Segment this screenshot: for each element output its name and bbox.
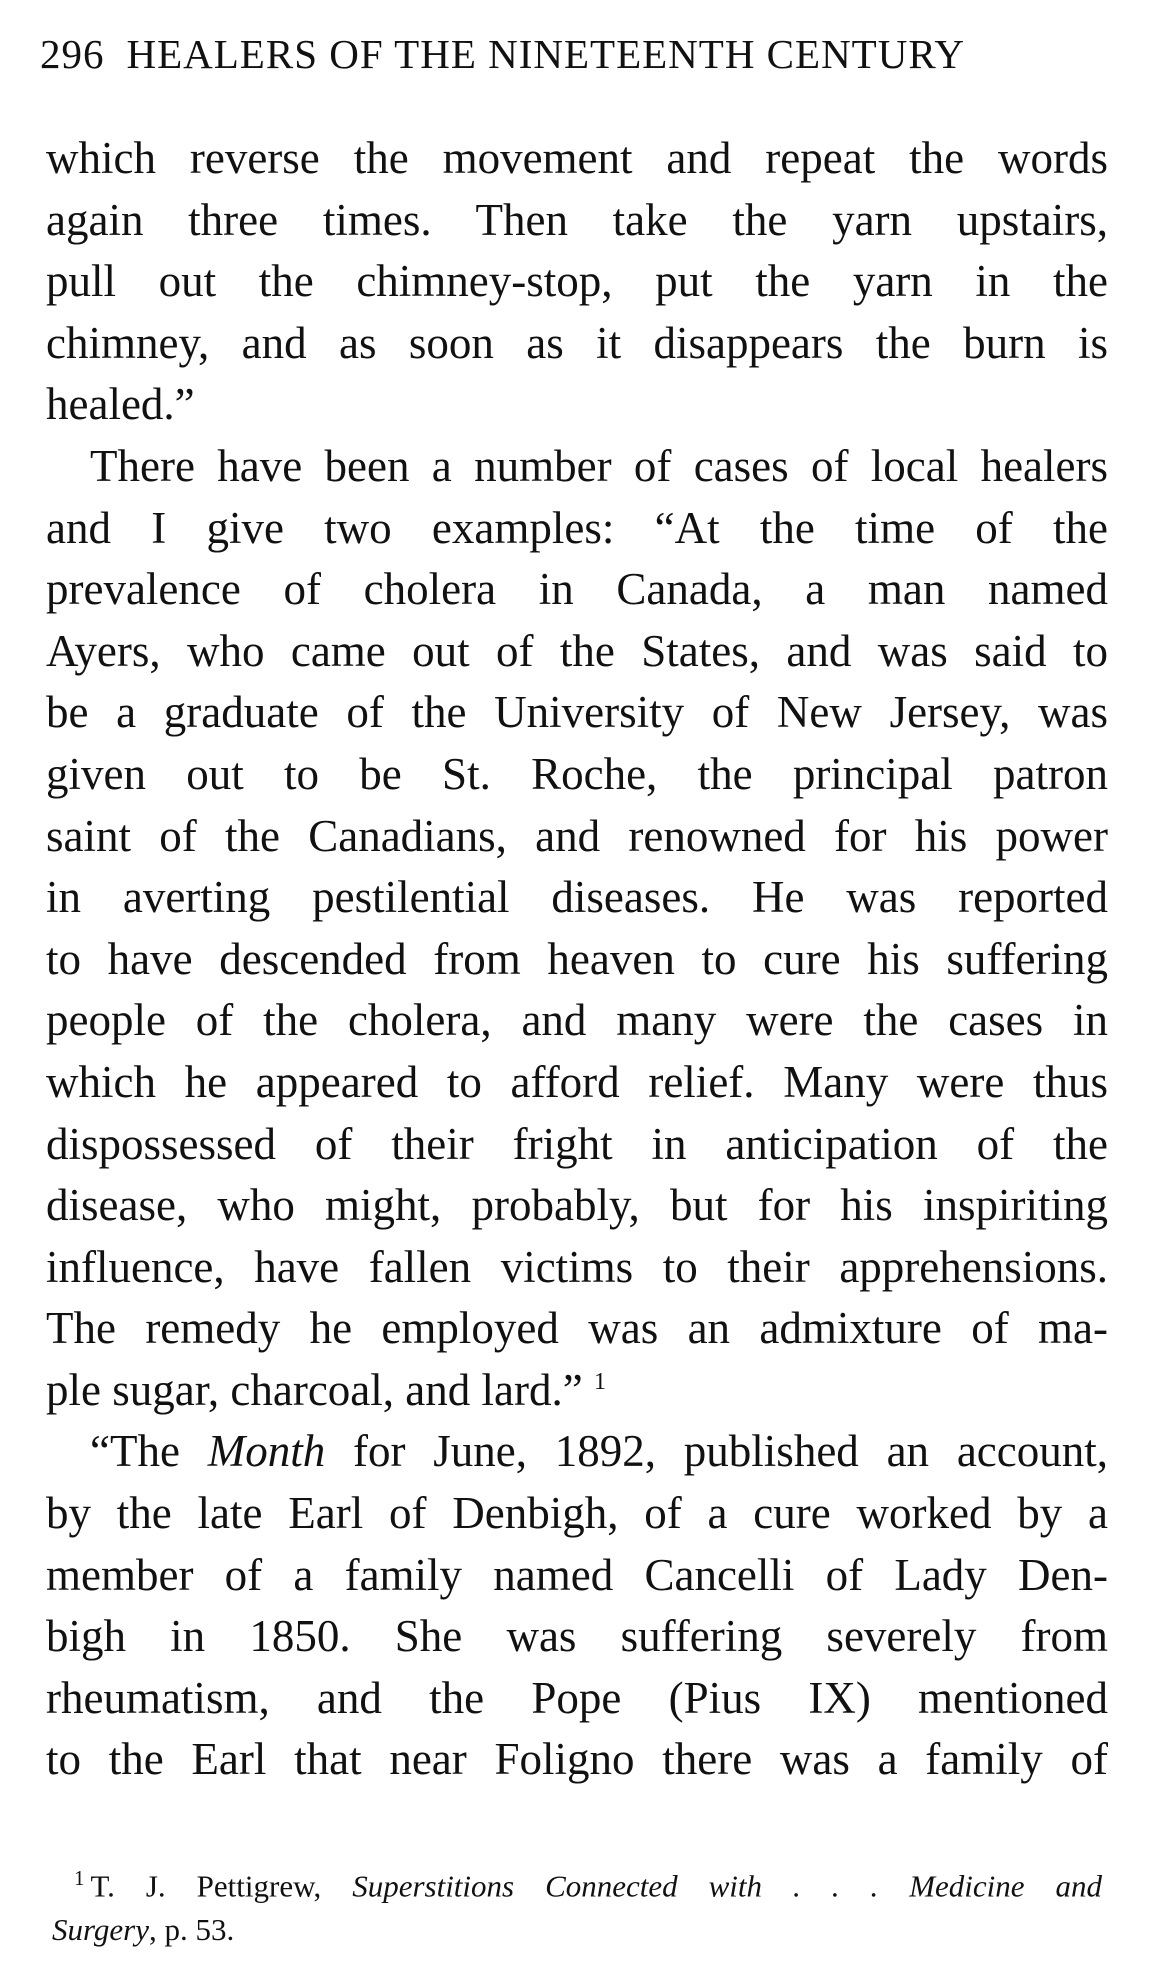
footnote-reference: 1 [593, 1368, 606, 1395]
running-head [40, 26, 1110, 82]
text-line: bigh in 1850. She was suffering severely from [46, 1611, 1108, 1662]
running-title: HEALERS OF THE NINETEENTH CENTURY [126, 31, 966, 77]
text-line [46, 1421, 1108, 1483]
footnote-line [52, 1856, 1102, 1908]
footnote-title: Superstitions Connected with . . . Medicine and [352, 1868, 1102, 1904]
text-line: people of the cholera, and many were the cases in [46, 995, 1108, 1046]
text-line: and I give two examples: “At the time of the [46, 502, 1108, 553]
text-line: There have been a number of cases of local healers [90, 440, 1108, 491]
text-line: dispossessed of their fright in anticipation of the [46, 1118, 1108, 1169]
text-line: which reverse the movement and repeat the words [46, 133, 1108, 183]
text-line: to have descended from heaven to cure his suffering [46, 933, 1108, 984]
text-line-with-footnote-ref [46, 1360, 1108, 1422]
text-line-rest: for June, 1892, published an account, [325, 1426, 1108, 1477]
text-line: be a graduate of the University of New Jersey, was [46, 687, 1108, 738]
text-line: which he appeared to afford relief. Many were thus [46, 1056, 1108, 1107]
opening-quote-the: “The [90, 1426, 208, 1477]
page-number: 296 [40, 31, 105, 77]
text-line: prevalence of cholera in Canada, a man named [46, 564, 1108, 615]
text-line-content: ple sugar, charcoal, and lard.” [46, 1364, 583, 1415]
text-line: pull out the chimney-stop, put the yarn in the [46, 256, 1108, 307]
text-line: given out to be St. Roche, the principal patron [46, 748, 1108, 799]
text-line: again three times. Then take the yarn upstairs, [46, 194, 1108, 245]
text-line: member of a family named Cancelli of Lady Den- [46, 1549, 1108, 1600]
text-line: saint of the Canadians, and renowned for his power [46, 810, 1108, 861]
text-line: chimney, and as soon as it disappears the burn is [46, 317, 1108, 368]
text-line: healed.” [46, 379, 195, 430]
footnote-author: T. J. Pettigrew, [90, 1868, 353, 1904]
text-line: The remedy he employed was an admixture of ma- [46, 1303, 1108, 1354]
body-text [46, 128, 1108, 1791]
footnote-title-continued: Surgery [52, 1912, 149, 1948]
text-line: to the Earl that near Foligno there was a family of [46, 1734, 1108, 1785]
text-line: disease, who might, probably, but for his inspiriting [46, 1180, 1108, 1231]
footnote-page-ref: , p. 53. [149, 1912, 235, 1948]
text-line: rheumatism, and the Pope (Pius IX) mentioned [46, 1672, 1108, 1723]
footnote-line [52, 1908, 1102, 1952]
text-line: by the late Earl of Denbigh, of a cure worked by a [46, 1488, 1108, 1539]
footnote-marker: 1 [74, 1866, 85, 1890]
text-line: influence, have fallen victims to their apprehensions. [46, 1241, 1108, 1292]
text-line: in averting pestilential diseases. He was reported [46, 872, 1108, 923]
footnotes [52, 1856, 1102, 1952]
periodical-title: Month [207, 1426, 326, 1477]
text-line: Ayers, who came out of the States, and was said to [46, 625, 1108, 676]
